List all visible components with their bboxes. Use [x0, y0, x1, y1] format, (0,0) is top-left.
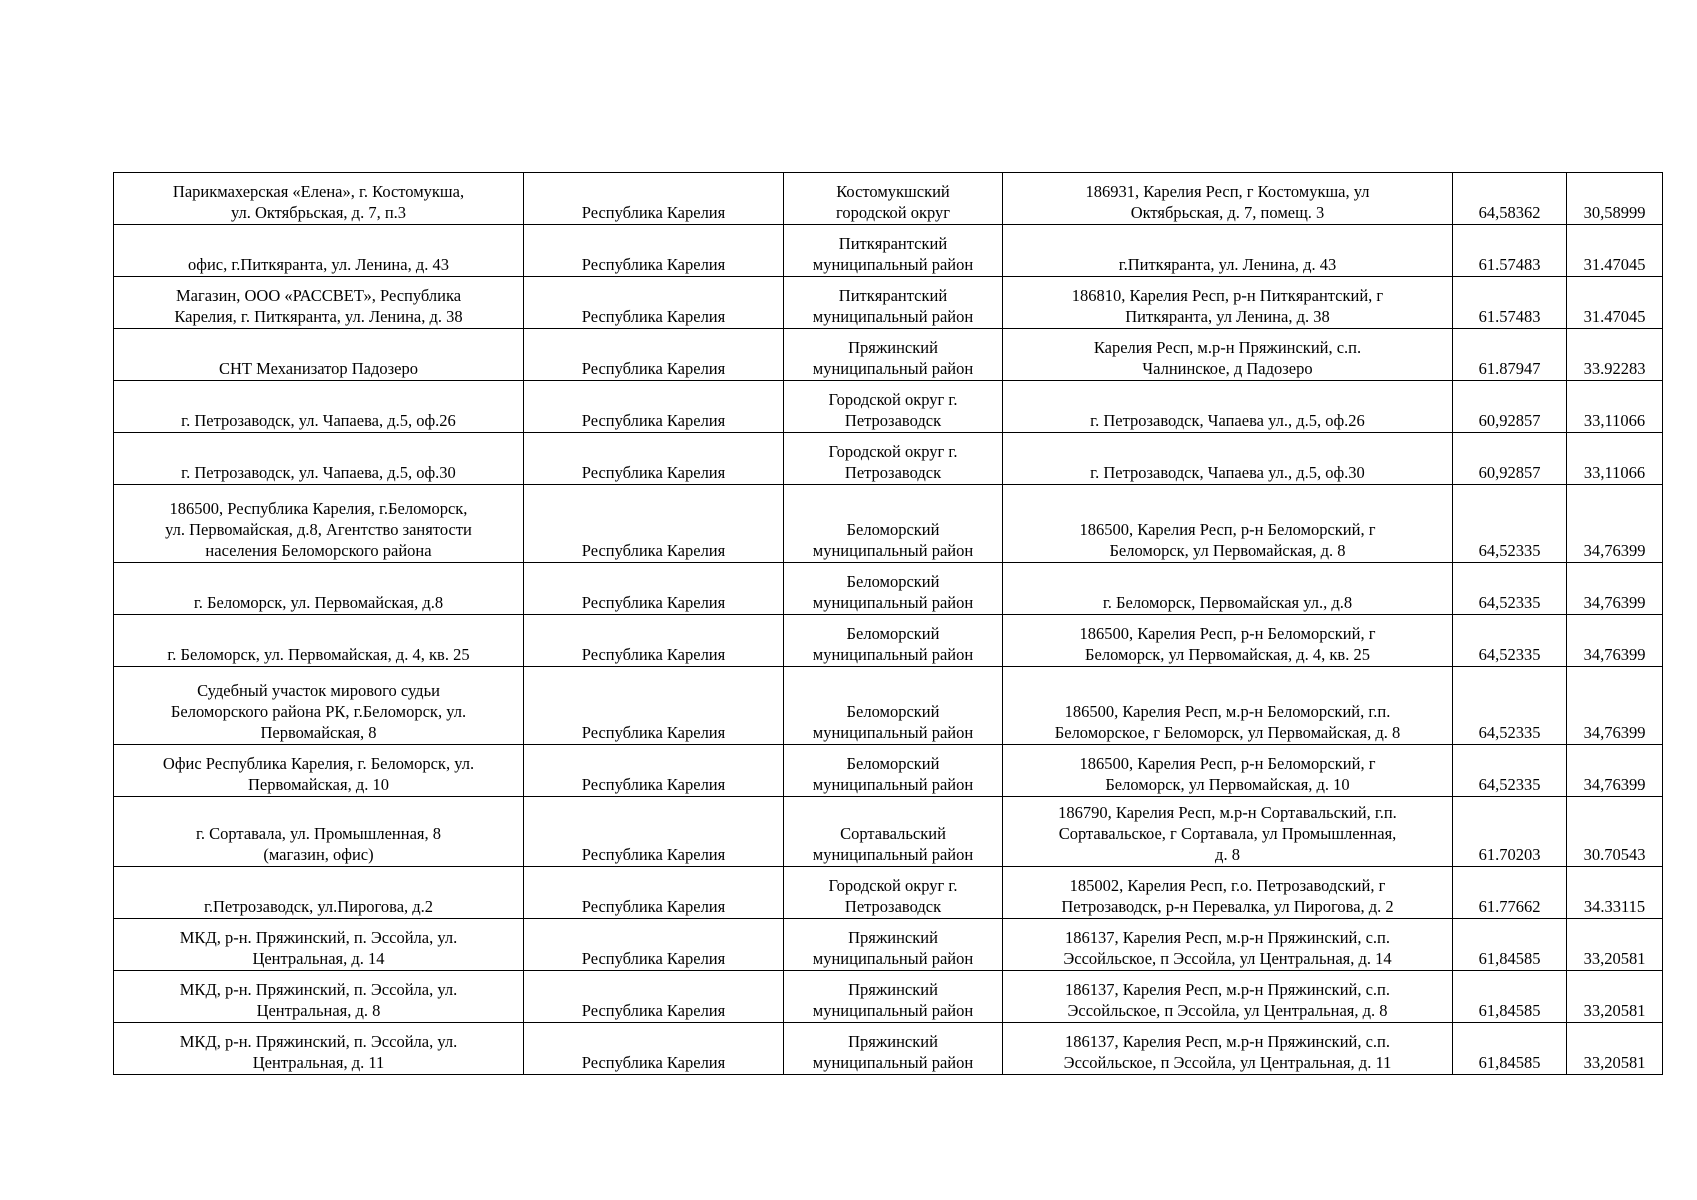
table-row [114, 563, 1663, 615]
table-row [114, 615, 1663, 667]
region-cell: Республика Карелия [524, 329, 784, 381]
district-cell: Пряжинский муниципальный район [784, 1023, 1003, 1075]
object-cell: Офис Республика Карелия, г. Беломорск, ул. Первомайская, д. 10 [114, 745, 524, 797]
longitude-cell: 33.92283 [1567, 329, 1663, 381]
table-row [114, 867, 1663, 919]
longitude-cell: 33,20581 [1567, 1023, 1663, 1075]
longitude-cell: 30,58999 [1567, 173, 1663, 225]
table-row [114, 173, 1663, 225]
locations-table-body [114, 173, 1663, 1075]
region-cell: Республика Карелия [524, 225, 784, 277]
table-row [114, 797, 1663, 867]
object-cell: офис, г.Питкяранта, ул. Ленина, д. 43 [114, 225, 524, 277]
address-cell: 186137, Карелия Респ, м.р-н Пряжинский, с.п. Эссойльское, п Эссойла, ул Центральная, д. 11 [1003, 1023, 1453, 1075]
district-cell: Городской округ г. Петрозаводск [784, 867, 1003, 919]
region-cell: Республика Карелия [524, 173, 784, 225]
district-cell: Беломорский муниципальный район [784, 745, 1003, 797]
longitude-cell: 30.70543 [1567, 797, 1663, 867]
address-cell: 185002, Карелия Респ, г.о. Петрозаводский, г Петрозаводск, р-н Перевалка, ул Пирогова, д. 2 [1003, 867, 1453, 919]
region-cell: Республика Карелия [524, 485, 784, 563]
latitude-cell: 61,84585 [1453, 919, 1567, 971]
latitude-cell: 61,84585 [1453, 1023, 1567, 1075]
address-cell: г. Беломорск, Первомайская ул., д.8 [1003, 563, 1453, 615]
region-cell: Республика Карелия [524, 563, 784, 615]
longitude-cell: 34,76399 [1567, 667, 1663, 745]
object-cell: г. Сортавала, ул. Промышленная, 8 (магазин, офис) [114, 797, 524, 867]
latitude-cell: 64,52335 [1453, 745, 1567, 797]
latitude-cell: 61,84585 [1453, 971, 1567, 1023]
latitude-cell: 61.57483 [1453, 225, 1567, 277]
longitude-cell: 33,20581 [1567, 971, 1663, 1023]
address-cell: 186931, Карелия Респ, г Костомукша, ул Октябрьская, д. 7, помещ. 3 [1003, 173, 1453, 225]
longitude-cell: 34,76399 [1567, 485, 1663, 563]
table-row [114, 971, 1663, 1023]
latitude-cell: 61.77662 [1453, 867, 1567, 919]
address-cell: Карелия Респ, м.р-н Пряжинский, с.п. Чалнинское, д Падозеро [1003, 329, 1453, 381]
longitude-cell: 34,76399 [1567, 563, 1663, 615]
longitude-cell: 34,76399 [1567, 745, 1663, 797]
table-row [114, 485, 1663, 563]
object-cell: г. Беломорск, ул. Первомайская, д.8 [114, 563, 524, 615]
object-cell: г. Петрозаводск, ул. Чапаева, д.5, оф.30 [114, 433, 524, 485]
table-row [114, 1023, 1663, 1075]
longitude-cell: 34,76399 [1567, 615, 1663, 667]
object-cell: г.Петрозаводск, ул.Пирогова, д.2 [114, 867, 524, 919]
latitude-cell: 64,52335 [1453, 485, 1567, 563]
district-cell: Питкярантский муниципальный район [784, 277, 1003, 329]
address-cell: 186137, Карелия Респ, м.р-н Пряжинский, с.п. Эссойльское, п Эссойла, ул Центральная, д. 14 [1003, 919, 1453, 971]
locations-table [113, 172, 1663, 1075]
address-cell: 186790, Карелия Респ, м.р-н Сортавальский, г.п. Сортавальское, г Сортавала, ул Промышленная, д. 8 [1003, 797, 1453, 867]
table-row [114, 381, 1663, 433]
table-row [114, 433, 1663, 485]
longitude-cell: 33,11066 [1567, 381, 1663, 433]
address-cell: 186810, Карелия Респ, р-н Питкярантский, г Питкяранта, ул Ленина, д. 38 [1003, 277, 1453, 329]
longitude-cell: 31.47045 [1567, 277, 1663, 329]
object-cell: Парикмахерская «Елена», г. Костомукша, ул. Октябрьская, д. 7, п.3 [114, 173, 524, 225]
latitude-cell: 60,92857 [1453, 381, 1567, 433]
address-cell: 186137, Карелия Респ, м.р-н Пряжинский, с.п. Эссойльское, п Эссойла, ул Центральная, д. 8 [1003, 971, 1453, 1023]
latitude-cell: 64,52335 [1453, 563, 1567, 615]
address-cell: 186500, Карелия Респ, р-н Беломорский, г Беломорск, ул Первомайская, д. 4, кв. 25 [1003, 615, 1453, 667]
district-cell: Беломорский муниципальный район [784, 485, 1003, 563]
object-cell: 186500, Республика Карелия, г.Беломорск, ул. Первомайская, д.8, Агентство занятости населения Беломорского района [114, 485, 524, 563]
address-cell: 186500, Карелия Респ, р-н Беломорский, г Беломорск, ул Первомайская, д. 8 [1003, 485, 1453, 563]
latitude-cell: 61.57483 [1453, 277, 1567, 329]
region-cell: Республика Карелия [524, 971, 784, 1023]
latitude-cell: 60,92857 [1453, 433, 1567, 485]
latitude-cell: 61.70203 [1453, 797, 1567, 867]
table-row [114, 745, 1663, 797]
latitude-cell: 64,58362 [1453, 173, 1567, 225]
region-cell: Республика Карелия [524, 381, 784, 433]
district-cell: Беломорский муниципальный район [784, 667, 1003, 745]
district-cell: Питкярантский муниципальный район [784, 225, 1003, 277]
object-cell: МКД, р-н. Пряжинский, п. Эссойла, ул. Центральная, д. 11 [114, 1023, 524, 1075]
region-cell: Республика Карелия [524, 867, 784, 919]
district-cell: Беломорский муниципальный район [784, 615, 1003, 667]
address-cell: г. Петрозаводск, Чапаева ул., д.5, оф.30 [1003, 433, 1453, 485]
district-cell: Пряжинский муниципальный район [784, 919, 1003, 971]
region-cell: Республика Карелия [524, 1023, 784, 1075]
district-cell: Городской округ г. Петрозаводск [784, 433, 1003, 485]
district-cell: Костомукшский городской округ [784, 173, 1003, 225]
district-cell: Городской округ г. Петрозаводск [784, 381, 1003, 433]
region-cell: Республика Карелия [524, 277, 784, 329]
address-cell: г. Петрозаводск, Чапаева ул., д.5, оф.26 [1003, 381, 1453, 433]
region-cell: Республика Карелия [524, 797, 784, 867]
address-cell: 186500, Карелия Респ, р-н Беломорский, г Беломорск, ул Первомайская, д. 10 [1003, 745, 1453, 797]
latitude-cell: 64,52335 [1453, 667, 1567, 745]
region-cell: Республика Карелия [524, 919, 784, 971]
address-cell: г.Питкяранта, ул. Ленина, д. 43 [1003, 225, 1453, 277]
object-cell: СНТ Механизатор Падозеро [114, 329, 524, 381]
object-cell: Магазин, ООО «РАССВЕТ», Республика Карелия, г. Питкяранта, ул. Ленина, д. 38 [114, 277, 524, 329]
district-cell: Пряжинский муниципальный район [784, 329, 1003, 381]
table-row [114, 225, 1663, 277]
object-cell: г. Беломорск, ул. Первомайская, д. 4, кв. 25 [114, 615, 524, 667]
table-row [114, 277, 1663, 329]
latitude-cell: 64,52335 [1453, 615, 1567, 667]
longitude-cell: 31.47045 [1567, 225, 1663, 277]
object-cell: МКД, р-н. Пряжинский, п. Эссойла, ул. Центральная, д. 14 [114, 919, 524, 971]
object-cell: МКД, р-н. Пряжинский, п. Эссойла, ул. Центральная, д. 8 [114, 971, 524, 1023]
district-cell: Пряжинский муниципальный район [784, 971, 1003, 1023]
longitude-cell: 33,11066 [1567, 433, 1663, 485]
region-cell: Республика Карелия [524, 433, 784, 485]
district-cell: Сортавальский муниципальный район [784, 797, 1003, 867]
table-row [114, 667, 1663, 745]
object-cell: Судебный участок мирового судьи Беломорского района РК, г.Беломорск, ул. Первомайская, 8 [114, 667, 524, 745]
latitude-cell: 61.87947 [1453, 329, 1567, 381]
object-cell: г. Петрозаводск, ул. Чапаева, д.5, оф.26 [114, 381, 524, 433]
longitude-cell: 34.33115 [1567, 867, 1663, 919]
region-cell: Республика Карелия [524, 667, 784, 745]
region-cell: Республика Карелия [524, 745, 784, 797]
address-cell: 186500, Карелия Респ, м.р-н Беломорский, г.п. Беломорское, г Беломорск, ул Первомайская, д. 8 [1003, 667, 1453, 745]
table-row [114, 919, 1663, 971]
region-cell: Республика Карелия [524, 615, 784, 667]
table-row [114, 329, 1663, 381]
district-cell: Беломорский муниципальный район [784, 563, 1003, 615]
longitude-cell: 33,20581 [1567, 919, 1663, 971]
